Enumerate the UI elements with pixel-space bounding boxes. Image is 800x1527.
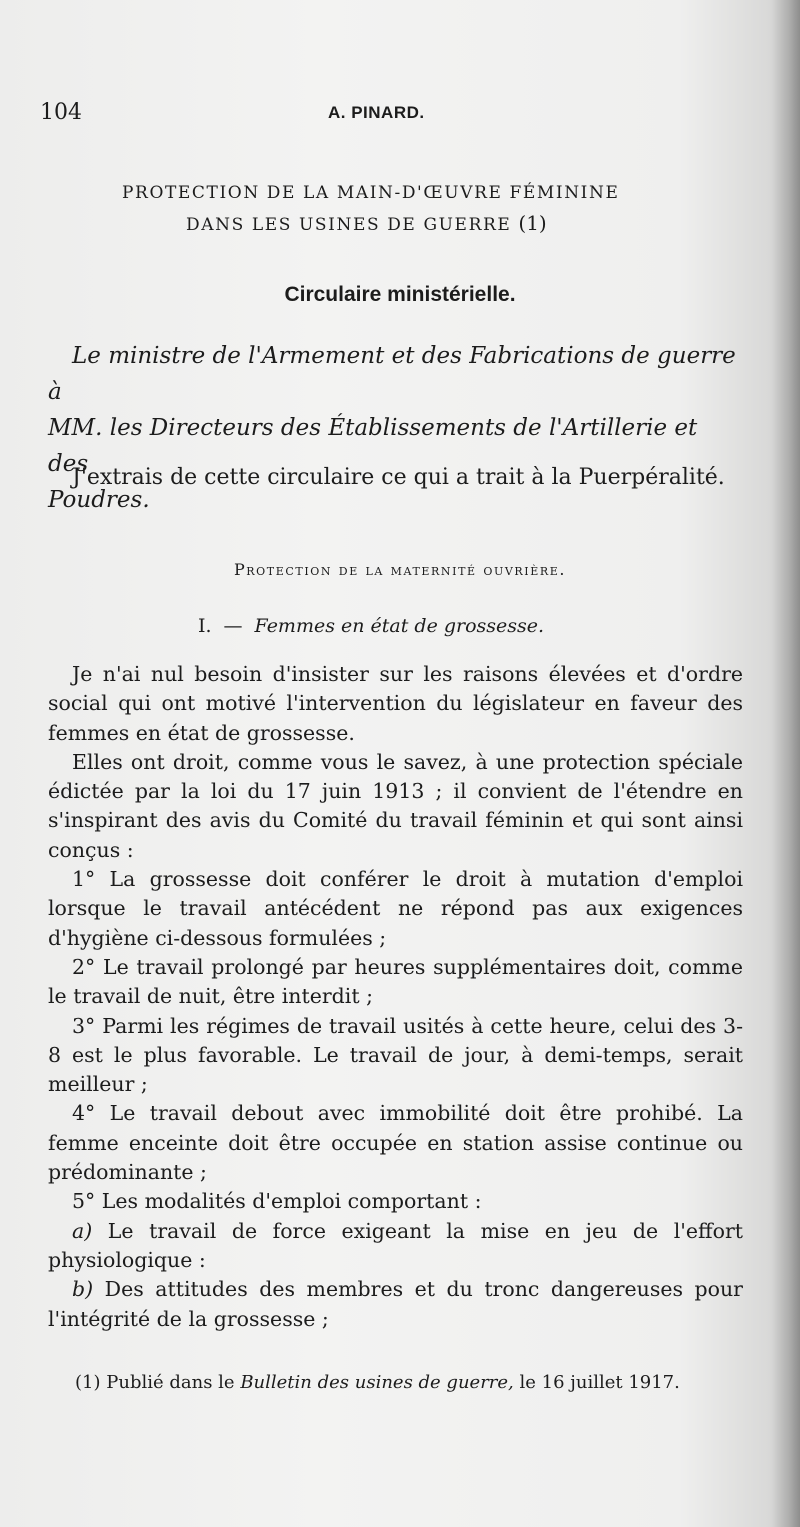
circular-heading: Circulaire ministérielle. bbox=[284, 283, 516, 306]
article-title-line-1: PROTECTION DE LA MAIN-D'ŒUVRE FÉMININE bbox=[122, 183, 620, 203]
footnote-text-before: Publié dans le bbox=[106, 1372, 235, 1393]
page-number: 104 bbox=[40, 100, 82, 125]
footnote bbox=[75, 1372, 680, 1393]
paragraph-9 bbox=[48, 1275, 743, 1334]
main-text bbox=[48, 660, 743, 1334]
title-footnote-marker: (1) bbox=[518, 211, 547, 235]
address-line-3: Poudres. bbox=[48, 487, 150, 513]
footnote-marker: (1) bbox=[75, 1372, 101, 1393]
address-line-1: Le ministre de l'Armement et des Fabrications de guerre à bbox=[48, 343, 736, 405]
address-line-2: MM. les Directeurs des Établissements de l'Artillerie et des bbox=[48, 415, 698, 477]
book-gutter-shadow bbox=[772, 0, 800, 1527]
subsection-dash: — bbox=[223, 615, 243, 637]
subsection-title: Femmes en état de grossesse. bbox=[254, 615, 545, 637]
page-header bbox=[0, 100, 800, 130]
item-b-label: b) bbox=[72, 1277, 94, 1302]
paragraph-3: 1° La grossesse doit conférer le droit à mutation d'emploi lorsque le travail antécédent ne répond pas aux exigences d'hygiène ci-dessous formulées ; bbox=[48, 867, 743, 950]
item-a-text: Le travail de force exigeant la mise en jeu de l'effort physiologique : bbox=[48, 1218, 743, 1272]
paragraph-6: 4° Le travail debout avec immobilité doit être prohibé. La femme enceinte doit être occupée en station assise continue ou prédominante ; bbox=[48, 1101, 743, 1185]
subsection-number: I. bbox=[198, 615, 212, 637]
intro-paragraph: J'extrais de cette circulaire ce qui a trait à la Puerpéralité. bbox=[72, 465, 725, 490]
paragraph-2: Elles ont droit, comme vous le savez, à une protection spéciale édictée par la loi du 17 juin 1913 ; il convient de l'étendre en s'inspirant des avis du Comité du travail féminin et qui sont ainsi conçus : bbox=[48, 749, 743, 862]
paragraph-1: Je n'ai nul besoin d'insister sur les raisons élevées et d'ordre social qui ont motivé l'intervention du législateur en faveur des femmes en état de grossesse. bbox=[48, 662, 743, 745]
paragraph-7: 5° Les modalités d'emploi comportant : bbox=[72, 1189, 482, 1214]
section-heading: Protection de la maternité ouvrière. bbox=[233, 560, 567, 579]
item-a-label: a) bbox=[72, 1218, 93, 1243]
paragraph-4: 2° Le travail prolongé par heures supplémentaires doit, comme le travail de nuit, être interdit ; bbox=[48, 954, 743, 1009]
intro-block bbox=[48, 460, 743, 496]
running-head: A. PINARD. bbox=[328, 103, 425, 122]
article-title-text: DANS LES USINES DE GUERRE bbox=[186, 215, 512, 235]
article-title-line-2 bbox=[186, 211, 547, 235]
footnote-text-after: le 16 juillet 1917. bbox=[519, 1372, 680, 1393]
paragraph-5: 3° Parmi les régimes de travail usités à cette heure, celui des 3-8 est le plus favorable. Le travail de jour, à demi-temps, serait meilleur ; bbox=[48, 1013, 743, 1097]
item-b-text: Des attitudes des membres et du tronc dangereuses pour l'intégrité de la grossesse ; bbox=[48, 1277, 743, 1331]
paragraph-8 bbox=[48, 1217, 743, 1276]
footnote-publication: Bulletin des usines de guerre, bbox=[240, 1372, 514, 1393]
subsection-heading bbox=[198, 615, 544, 637]
